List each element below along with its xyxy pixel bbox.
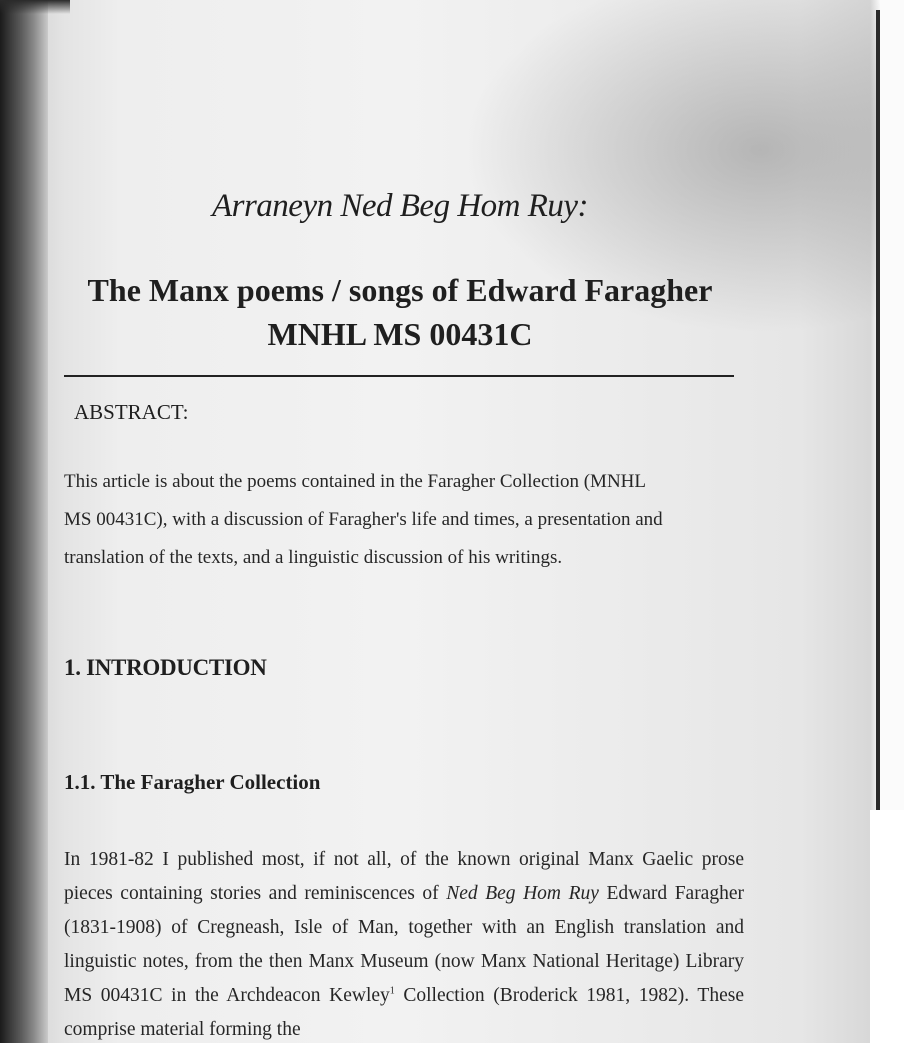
page-edge-line bbox=[876, 10, 880, 810]
article-title bbox=[0, 268, 800, 356]
subsection-heading-faragher-collection: 1.1. The Faragher Collection bbox=[64, 770, 321, 794]
title-divider bbox=[64, 375, 734, 377]
book-gutter-shadow bbox=[0, 0, 48, 1043]
abstract-line: translation of the texts, and a linguistic discussion of his writings. bbox=[64, 547, 563, 568]
gutter-top-shadow bbox=[0, 0, 70, 14]
paragraph-text: In 1981-82 I published most, if not all, of the known original Manx Gaelic prose pieces containing stories and reminiscences of bbox=[64, 849, 744, 904]
paragraph-text: Collection (Broderick 1981, 1982). These comprise material forming the bbox=[64, 985, 744, 1040]
paragraph-italic-name: Ned Beg Hom Ruy bbox=[446, 883, 599, 904]
article-title-line-1: The Manx poems / songs of Edward Faragher bbox=[87, 272, 713, 308]
footnote-marker[interactable]: 1 bbox=[389, 985, 395, 997]
abstract-text bbox=[64, 463, 754, 577]
right-lower-margin bbox=[870, 810, 904, 1043]
body-paragraph bbox=[64, 843, 744, 1043]
abstract-line: MS 00431C), with a discussion of Faragher's life and times, a presentation and bbox=[64, 509, 663, 530]
article-title-italic: Arraneyn Ned Beg Hom Ruy: bbox=[211, 188, 589, 224]
article-title-line-2: MNHL MS 00431C bbox=[267, 316, 533, 352]
abstract-line: This article is about the poems contained in the Faragher Collection (MNHL bbox=[64, 471, 646, 492]
abstract-label: ABSTRACT: bbox=[74, 400, 189, 424]
paragraph-text: Edward Faragher (1831-1908) of Cregneash, Isle of Man, together with an English translation and linguistic notes, from the then Manx Museum (now Manx National Heritage) Library MS 00431C in the Archdeacon Kewley bbox=[64, 883, 744, 1006]
section-heading-introduction: 1. INTRODUCTION bbox=[64, 655, 267, 680]
